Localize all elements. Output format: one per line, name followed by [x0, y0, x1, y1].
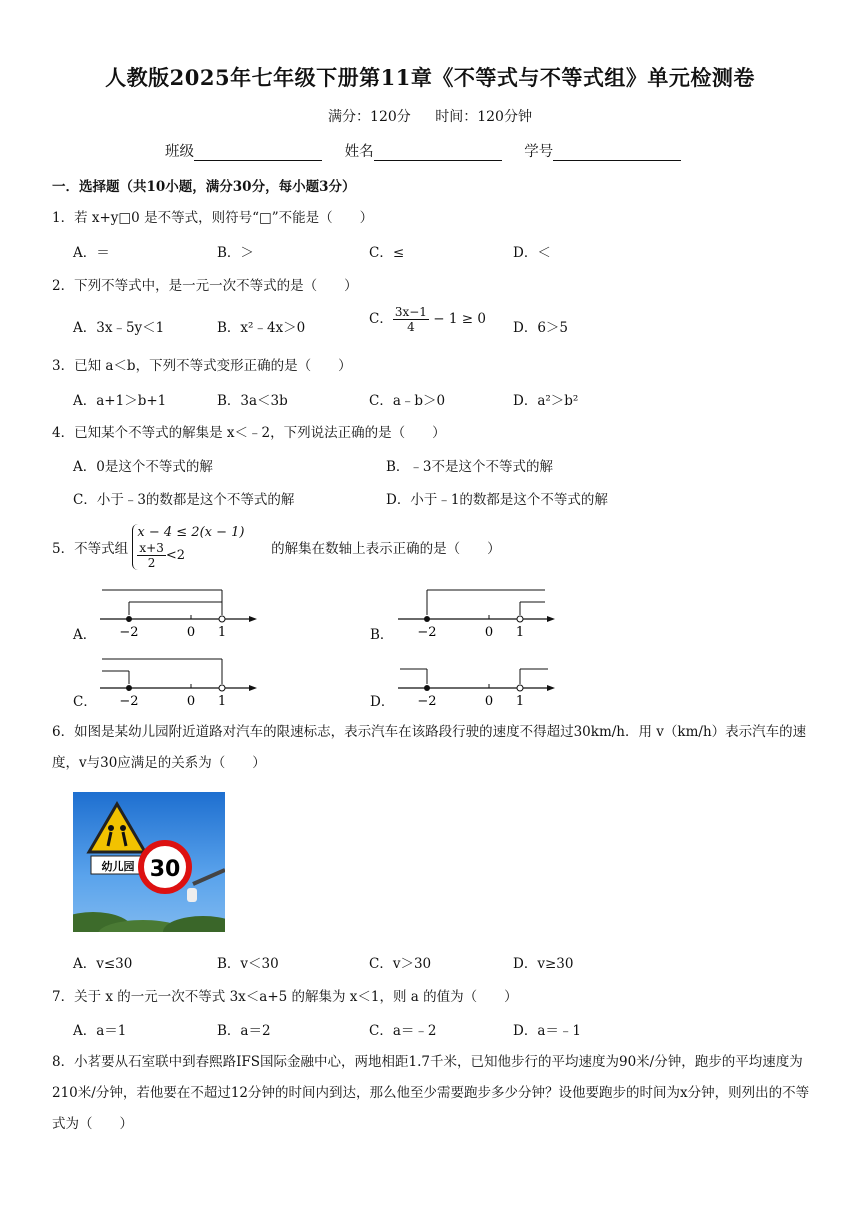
tick-label: 0 [186, 625, 196, 638]
id-field[interactable] [553, 144, 681, 161]
q2-option-b: B．x²﹣4x＞0 [217, 320, 306, 336]
q5-label-b: B． [370, 627, 394, 643]
q1-option-a: A．＝ [73, 245, 110, 261]
q5-number-line-d [390, 655, 560, 707]
q4-option-c: C．小于﹣3的数都是这个不等式的解 [73, 492, 295, 508]
speed-limit-photo [73, 792, 225, 932]
q1-option-c: C．≤ [369, 245, 405, 261]
q2-option-c: C． $\frac{3x-1}{4}$ − 1 ≥ 0 [369, 305, 486, 334]
tick-label: 1 [515, 694, 525, 707]
question-4-stem: 4．已知某个不等式的解集是 x＜﹣2，下列说法正确的是（ ） [52, 425, 446, 441]
tick-label: 0 [484, 625, 494, 638]
tick-label: 1 [217, 694, 227, 707]
question-2-stem: 2．下列不等式中，是一元一次不等式的是（ ） [52, 278, 358, 294]
q3-option-b: B．3a＜3b [217, 393, 288, 409]
sign-text: 幼儿园 [101, 860, 135, 873]
q7-option-b: B．a＝2 [217, 1023, 271, 1039]
tick-label: −2 [417, 694, 437, 707]
q5-number-line-b [390, 586, 560, 638]
exam-meta [0, 106, 860, 126]
q7-option-c: C．a＝﹣2 [369, 1023, 437, 1039]
question-7-stem: 7．关于 x 的一元一次不等式 3x＜a+5 的解集为 x＜1，则 a 的值为（ ） [52, 989, 518, 1005]
score-text: 满分：120分 [328, 109, 411, 125]
time-text: 时间：120分钟 [435, 109, 532, 125]
page-title: 人教版2025年七年级下册第11章《不等式与不等式组》单元检测卷 [105, 65, 755, 90]
q3-option-c: C．a﹣b＞0 [369, 393, 446, 409]
tick-label: −2 [119, 694, 139, 707]
tick-label: −2 [119, 625, 139, 638]
q3-option-d: D．a²＞b² [513, 393, 579, 409]
section-heading: 一．选择题（共10小题，满分30分，每小题3分） [52, 179, 356, 195]
q5-label-d: D． [370, 694, 395, 710]
question-1-stem: 1．若 x+y□0 是不等式，则符号“□”不能是（ ） [52, 210, 374, 226]
name-label: 姓名 [344, 144, 374, 160]
q5-label-c: C． [73, 694, 97, 710]
q6-option-c: C．v＞30 [369, 956, 432, 972]
question-5-stem: 5．不等式组 x − 4 ≤ 2(x − 1) $\frac{x+3}{2}$ <2 的解集在数轴上表示正确的是（ ） [52, 525, 501, 570]
name-field[interactable] [374, 144, 502, 161]
q2-option-a: A．3x﹣5y＜1 [73, 320, 165, 336]
speed-sign-illustration [73, 792, 225, 932]
q5-label-a: A． [73, 627, 97, 643]
question-3-stem: 3．已知 a＜b，下列不等式变形正确的是（ ） [52, 358, 352, 374]
q5-number-line-c [92, 655, 262, 707]
tick-label: −2 [417, 625, 437, 638]
q6-option-b: B．v＜30 [217, 956, 279, 972]
class-field[interactable] [194, 144, 322, 161]
q2-option-d: D．6＞5 [513, 320, 569, 336]
student-info-row [165, 140, 699, 161]
q6-option-d: D．v≥30 [513, 956, 574, 972]
q3-option-a: A．a+1＞b+1 [73, 393, 167, 409]
tick-label: 1 [217, 625, 227, 638]
id-label: 学号 [524, 144, 554, 160]
tick-label: 0 [484, 694, 494, 707]
q4-option-d: D．小于﹣1的数都是这个不等式的解 [386, 492, 608, 508]
class-label: 班级 [165, 144, 194, 160]
tick-label: 0 [186, 694, 196, 707]
school-zone-icon [89, 804, 145, 852]
speed-value: 30 [149, 857, 181, 882]
q7-option-a: A．a＝1 [73, 1023, 127, 1039]
q1-option-b: B．＞ [217, 245, 254, 261]
q7-option-d: D．a＝﹣1 [513, 1023, 581, 1039]
q5-number-line-a [92, 586, 262, 638]
tick-label: 1 [515, 625, 525, 638]
q1-option-d: D．＜ [513, 245, 551, 261]
question-6-stem: 6．如图是某幼儿园附近道路对汽车的限速标志，表示汽车在该路段行驶的速度不得超过30km/h．用 v（km/h）表示汽车的速度，v与30应满足的关系为（ ） [52, 724, 807, 771]
q6-option-a: A．v≤30 [73, 956, 133, 972]
q4-option-a: A．0是这个不等式的解 [73, 459, 213, 475]
q4-option-b: B．﹣3不是这个不等式的解 [386, 459, 554, 475]
question-8-stem: 8．小茗要从石室联中到春熙路IFS国际金融中心，两地相距1.7千米，已知他步行的平均速度为90米/分钟，跑步的平均速度为210米/分钟，若他要在不超过12分钟的时间内到达，那么他至少需要跑步多少分钟？设他要跑步的时间为x分钟，则列出的不等式为（ ） [52, 1054, 810, 1132]
